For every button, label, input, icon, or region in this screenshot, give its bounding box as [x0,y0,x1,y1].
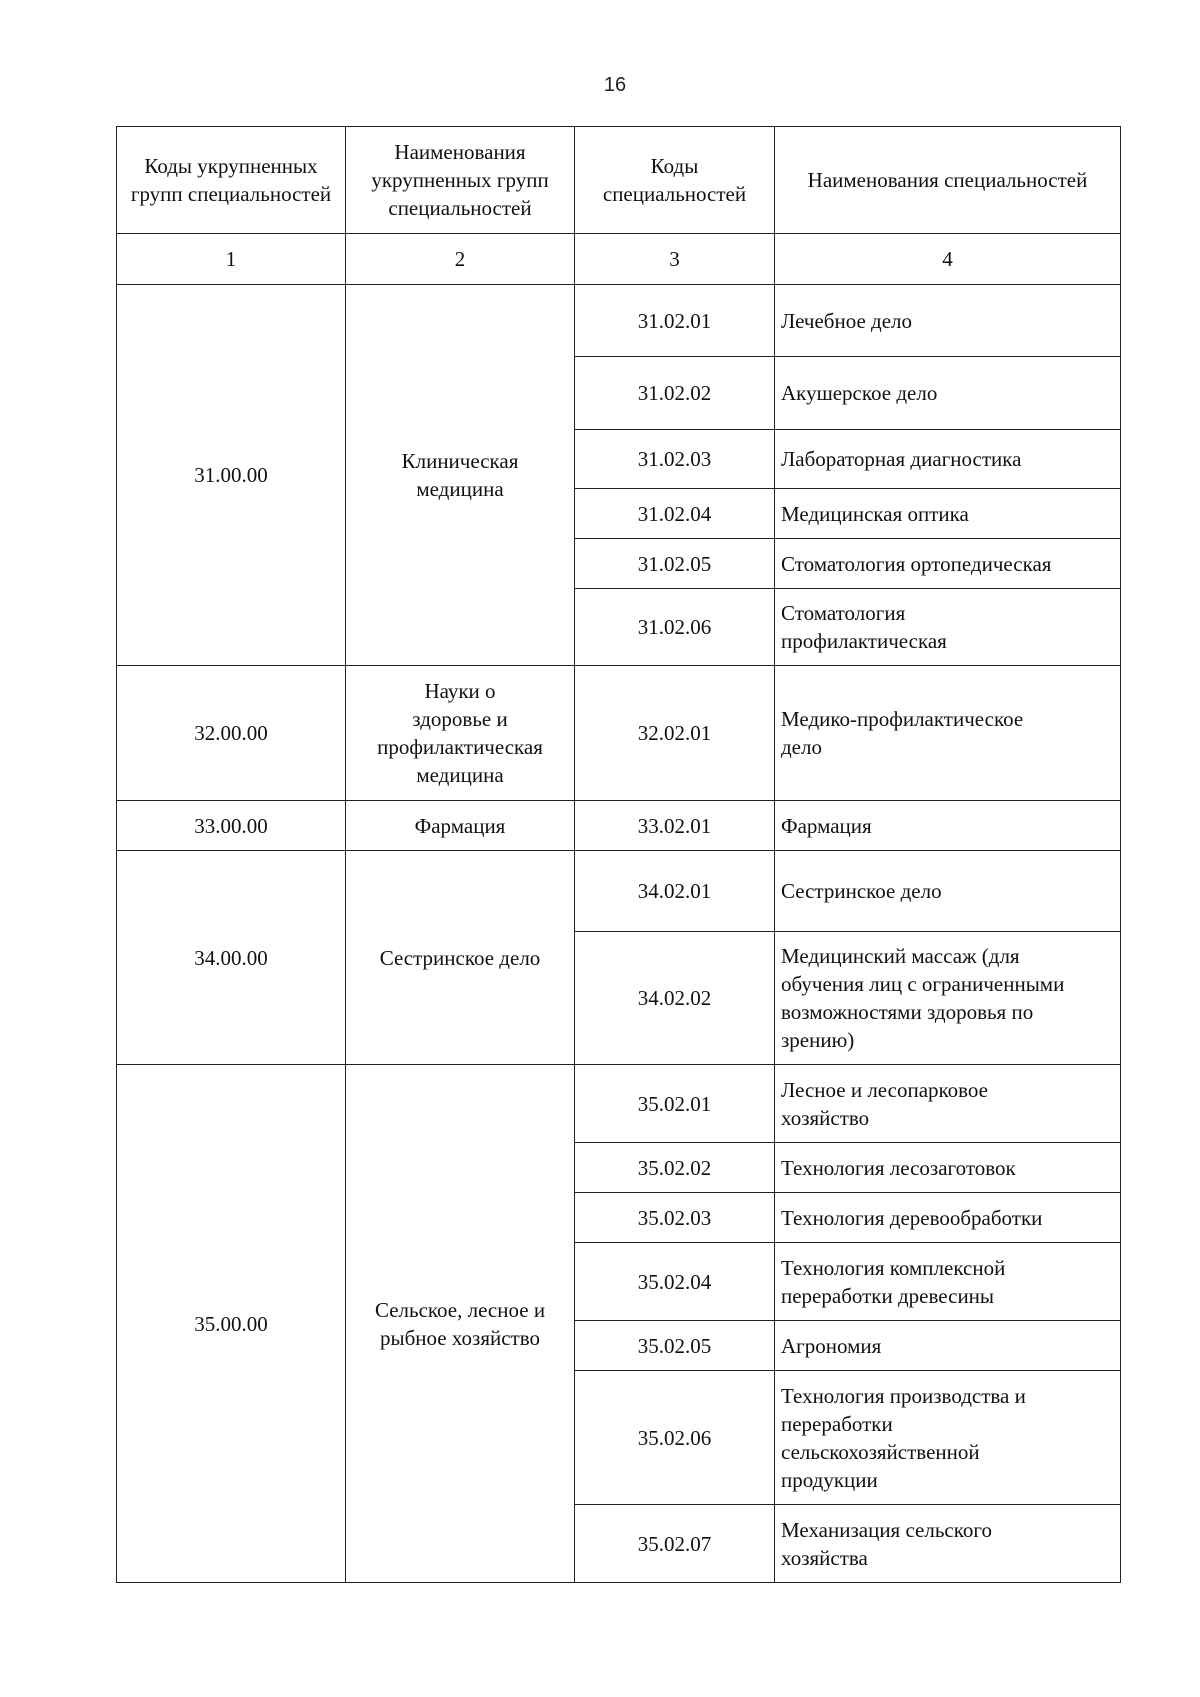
group-code: 33.00.00 [117,801,346,851]
specialty-name: Стоматология профилактическая [775,589,1121,666]
specialty-code: 35.02.04 [575,1243,775,1321]
page-number: 16 [603,74,627,96]
specialty-name: Лабораторная диагностика [775,430,1121,489]
specialty-code: 34.02.02 [575,932,775,1065]
column-number: 1 [117,234,346,285]
table-row [117,1065,1121,1143]
specialty-name: Сестринское дело [775,851,1121,932]
specialty-name: Технология деревообработки [775,1193,1121,1243]
specialty-name: Механизация сельского хозяйства [775,1505,1121,1583]
specialty-code: 34.02.01 [575,851,775,932]
column-number: 4 [775,234,1121,285]
table-row [117,851,1121,932]
specialty-code: 35.02.03 [575,1193,775,1243]
specialty-code: 33.02.01 [575,801,775,851]
specialty-code: 31.02.05 [575,539,775,589]
specialty-code: 35.02.05 [575,1321,775,1371]
specialty-name: Лесное и лесопарковое хозяйство [775,1065,1121,1143]
specialty-name: Технология лесозаготовок [775,1143,1121,1193]
specialty-name: Стоматология ортопедическая [775,539,1121,589]
specialty-code: 35.02.02 [575,1143,775,1193]
specialty-name: Технология производства и переработки сельскохозяйственной продукции [775,1371,1121,1505]
column-numbers-row [117,234,1121,285]
specialty-name: Лечебное дело [775,285,1121,357]
group-code: 32.00.00 [117,666,346,801]
header-group-codes: Коды укрупненных групп специальностей [117,127,346,234]
specialty-code: 32.02.01 [575,666,775,801]
specialty-name: Технология комплексной переработки древесины [775,1243,1121,1321]
group-name: Клиническая медицина [346,285,575,666]
group-name: Фармация [346,801,575,851]
specialty-code: 31.02.06 [575,589,775,666]
specialty-name: Фармация [775,801,1121,851]
header-group-names: Наименования укрупненных групп специальностей [346,127,575,234]
table-row [117,801,1121,851]
group-name: Науки о здоровье и профилактическая медицина [346,666,575,801]
column-number: 3 [575,234,775,285]
specialty-name: Медико-профилактическое дело [775,666,1121,801]
group-code: 34.00.00 [117,851,346,1065]
group-name: Сестринское дело [346,851,575,1065]
table-row [117,285,1121,357]
specialties-table [116,126,1121,1583]
specialty-code: 35.02.07 [575,1505,775,1583]
specialty-code: 31.02.03 [575,430,775,489]
group-name: Сельское, лесное и рыбное хозяйство [346,1065,575,1583]
specialty-code: 31.02.01 [575,285,775,357]
specialty-name: Медицинская оптика [775,489,1121,539]
group-code: 31.00.00 [117,285,346,666]
specialty-code: 35.02.01 [575,1065,775,1143]
specialty-name: Агрономия [775,1321,1121,1371]
header-specialty-names: Наименования специальностей [775,127,1121,234]
header-row [117,127,1121,234]
header-specialty-codes: Коды специальностей [575,127,775,234]
specialty-name: Медицинский массаж (для обучения лиц с ограниченными возможностями здоровья по зрению) [775,932,1121,1065]
specialty-code: 31.02.04 [575,489,775,539]
specialty-code: 35.02.06 [575,1371,775,1505]
group-code: 35.00.00 [117,1065,346,1583]
specialty-name: Акушерское дело [775,357,1121,430]
specialty-code: 31.02.02 [575,357,775,430]
table-row [117,666,1121,801]
column-number: 2 [346,234,575,285]
